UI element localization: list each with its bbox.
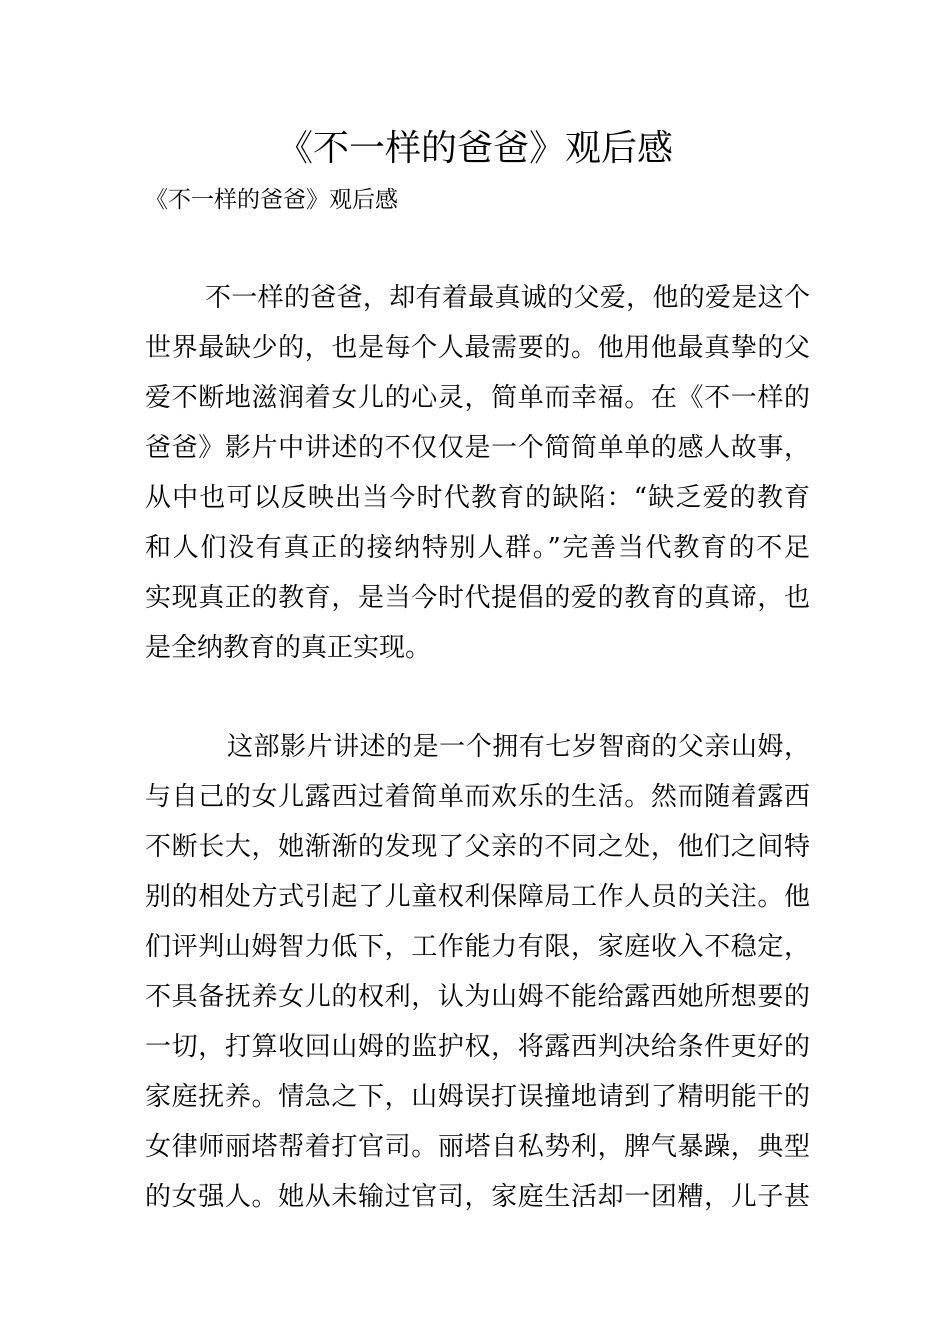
paragraph-line: 是全纳教育的真正实现。	[145, 633, 432, 663]
paragraph-line: 家庭抚养。情急之下，山姆误打误撞地请到了精明能干的	[145, 1082, 810, 1112]
paragraph-line: 一切，打算收回山姆的监护权，将露西判决给条件更好的	[145, 1032, 810, 1062]
paragraph-line: 别的相处方式引起了儿童权利保障局工作人员的关注。他	[145, 882, 810, 912]
paragraph-line: 与自己的女儿露西过着简单而欢乐的生活。然而随着露西	[145, 782, 810, 812]
paragraph-line: 的女强人。她从未输过官司，家庭生活却一团糟，儿子甚	[145, 1182, 810, 1212]
document-subtitle: 《不一样的爸爸》观后感	[145, 187, 398, 213]
paragraph-line: 爸爸》影片中讲述的不仅仅是一个简简单单的感人故事，	[145, 433, 810, 463]
paragraph-line: 从中也可以反映出当今时代教育的缺陷：“缺乏爱的教育	[145, 483, 810, 513]
paragraph-line: 们评判山姆智力低下，工作能力有限，家庭收入不稳定，	[145, 932, 810, 962]
paragraph-line: 不具备抚养女儿的权利，认为山姆不能给露西她所想要的	[145, 982, 810, 1012]
paragraph-line: 和人们没有真正的接纳特别人群。”完善当代教育的不足	[145, 533, 810, 563]
document-title: 《不一样的爸爸》观后感	[276, 128, 673, 169]
paragraph-line: 不一样的爸爸，却有着最真诚的父爱，他的爱是这个	[205, 283, 810, 313]
paragraph-line: 这部影片讲述的是一个拥有七岁智商的父亲山姆，	[227, 732, 810, 762]
paragraph-line: 世界最缺少的，也是每个人最需要的。他用他最真挚的父	[145, 333, 810, 363]
paragraph-line: 不断长大，她渐渐的发现了父亲的不同之处，他们之间特	[145, 832, 810, 862]
paragraph-line: 爱不断地滋润着女儿的心灵，简单而幸福。在《不一样的	[145, 383, 810, 413]
paragraph-2	[145, 722, 810, 1222]
paragraph-1	[145, 273, 810, 673]
paragraph-line: 女律师丽塔帮着打官司。丽塔自私势利，脾气暴躁，典型	[145, 1132, 810, 1162]
paragraph-line: 实现真正的教育，是当今时代提倡的爱的教育的真谛，也	[145, 583, 810, 613]
